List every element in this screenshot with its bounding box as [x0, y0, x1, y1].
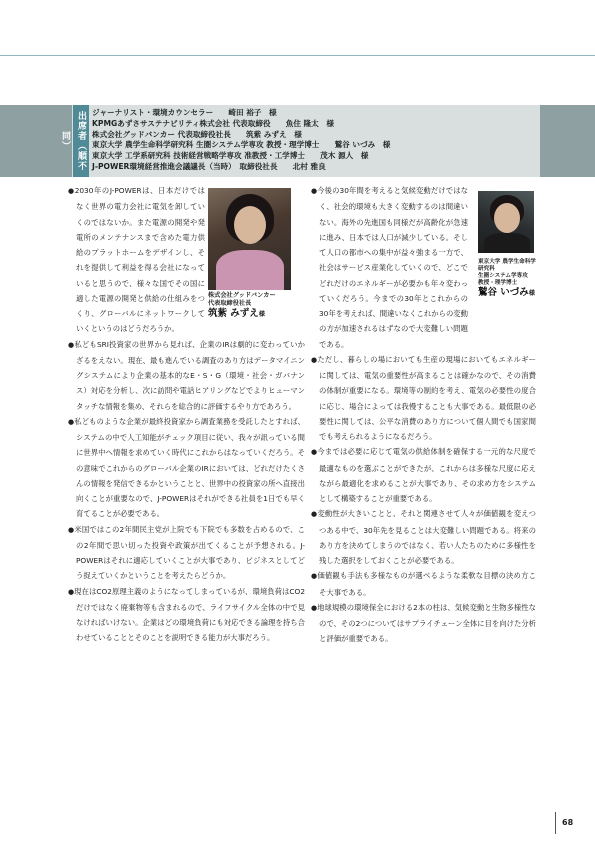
attendee-list	[92, 108, 537, 173]
caption-name-text: 鷲谷 いづみ	[478, 287, 529, 298]
paragraph: ● 私どものような企業が最終投資家から調査業務を受託したとすれば、システムの中で人工知能がチェック項目に従い、我々が訊っている間に世界中へ情報を求めていく時代にこれからはなっていくだろう。その意味でこれからのグローバル企業のIRにおいては、どれだけたくさんの情報を発信できるかということと、世界中の投資家の所へ直接出向くことが重要なので、J-POWERはそれができる社員を1日でも早く育てることが必要である。	[68, 414, 305, 522]
paragraph: ● 今までは必要に応じて電気の供給体制を確保する一元的な尺度で最適なものを選ぶことができたが、これからは多様な尺度に応えながら最適化を求めることが大事であり、その求め方をシステムとして構築することが重要である。	[311, 444, 536, 506]
page-number-rule	[555, 812, 556, 834]
attendee-item: 株式会社グッドバンカー 代表取締役社長 筑紫 みずえ 様	[92, 129, 302, 139]
paragraph: ● 価値観も手法も多様なものが選べるような柔軟な目標の決め方こそ大事である。	[311, 568, 536, 600]
caption-honorific: 様	[528, 290, 535, 297]
paragraph: ● 地球規模の環境保全における2本の柱は、気候変動と生物多様性なので、その2つについてはサプライチェーン全体に目を向けた分析と評価が重要である。	[311, 600, 536, 647]
caption-org: 株式会社グッドバンカー 代表取締役社長	[208, 292, 276, 307]
paragraph: ● 米国ではこの2年間民主党が上院でも下院でも多数を占めるので、この2年間で思い切った投資や政策が出てくることが予想される。J-POWERはそれに適応していくことが大事であり、ビジネスとしてどう捉えていくかということを考えたらどうか。	[68, 522, 305, 584]
paragraph: ● 2030年のJ-POWERは、日本だけではなく世界の電力会社に電気を卸していくのではないか。また電源の開発や発電所のメンテナンスまで含めた電力供給のプラットホームをデザインし、それを提供して利益を得る会社になっていると思うので、様々な国でその国に適した電源の開発と供給の仕組みをつくり、グローバルにネットワークしていくというのはどうだろうか。	[68, 183, 305, 337]
attendee-item: 東京大学 農学生命科学研究科 生圏システム学専攻 教授・理学博士 鷲谷 いづみ 様	[92, 140, 391, 150]
caption-honorific: 様	[258, 311, 265, 318]
paragraph: ● 現在はCO2原理主義のようになってしまっているが、環境負荷はCO2だけではなく廃棄物等も含まれるので、ライフサイクル全体の中で見なければいけない。企業はどの環境負荷にも対応できる論理を持ち合わせていることとそのことを説明できる能力が大事だろう。	[68, 584, 305, 646]
attendee-item: KPMGあずさサステナビリティ株式会社 代表取締役 魚住 隆太 様	[92, 118, 334, 128]
header-rule	[0, 55, 595, 56]
paragraph: ● 私どもSRI投資家の世界から見れば、企業のIRは劇的に変わっていかざるをえない。現在、最も進んでいる調査のあり方はデータマイニングシステムにより企業の基本的なE・S・G（環境・社会・ガバナンス）対応を分析し、次に訪問や電話ヒアリングなどでよりヒューマンタッチな情報を集め、それらを総合的に評価するやり方であろう。	[68, 337, 305, 414]
page-number: 68	[562, 818, 574, 827]
attendee-item: J-POWER環境経営推進会議議長（当時） 取締役社長 北村 雅良	[92, 161, 326, 171]
caption-org: 東京大学 農学生命科学研究科 生圏システム学専攻 教授・理学博士	[478, 259, 536, 286]
portrait-photo-left	[208, 188, 291, 290]
portrait-caption-left	[208, 292, 308, 321]
attendee-item: ジャーナリスト・環境カウンセラー 崎田 裕子 様	[92, 108, 277, 117]
portrait-photo-right	[478, 191, 534, 253]
caption-name	[208, 308, 308, 321]
band-accent-right	[540, 105, 595, 177]
caption-name	[478, 287, 538, 300]
attendee-item: 東京大学 工学系研究科 技術経営戦略学専攻 准教授・工学博士 茂木 源人 様	[92, 151, 369, 161]
caption-name-text: 筑紫 みずえ	[208, 308, 259, 319]
attendees-heading: 出席者（順不同）	[73, 105, 89, 177]
paragraph: ● ただし、暮らしの場においても生産の現場においてもエネルギーに関しては、電気の重要性が高まることは確かなので、その消費の体制が重要になる。環境等の制約を考え、電気の必要性の度合に応じ、場合によっては我慢することも大事である。最低限の必要性に関しては、公平な消費のあり方について個人間でも国家間でも考えられるようになるだろう。	[311, 352, 536, 445]
paragraph: ● 変動性が大きいことと、それと関連させて人々が価値観を変えつつある中で、30年先を見ることは大変難しい問題である。将来のあり方を決めてしまうのではなく、若い人たちのために多様性を残した選択をしておくことが必要である。	[311, 506, 536, 568]
paragraph: ● 今後の30年間を考えると気候変動だけではなく、社会的環境も大きく変動するのは間違いない。海外の先進国も同様だが高齢化が急速に進み、日本では人口が減少している。そして人口の都市への集中が益々強まる一方で、社会はサービス産業化していくので、どこでどれだけのエネルギーが必要かも年々変わっていくだろう。今までの30年とこれからの30年を考えれば、間違いなくこれからの変動の方が加速されるはずなので大変難しい問題である。	[311, 183, 536, 352]
portrait-caption-right	[478, 259, 538, 300]
